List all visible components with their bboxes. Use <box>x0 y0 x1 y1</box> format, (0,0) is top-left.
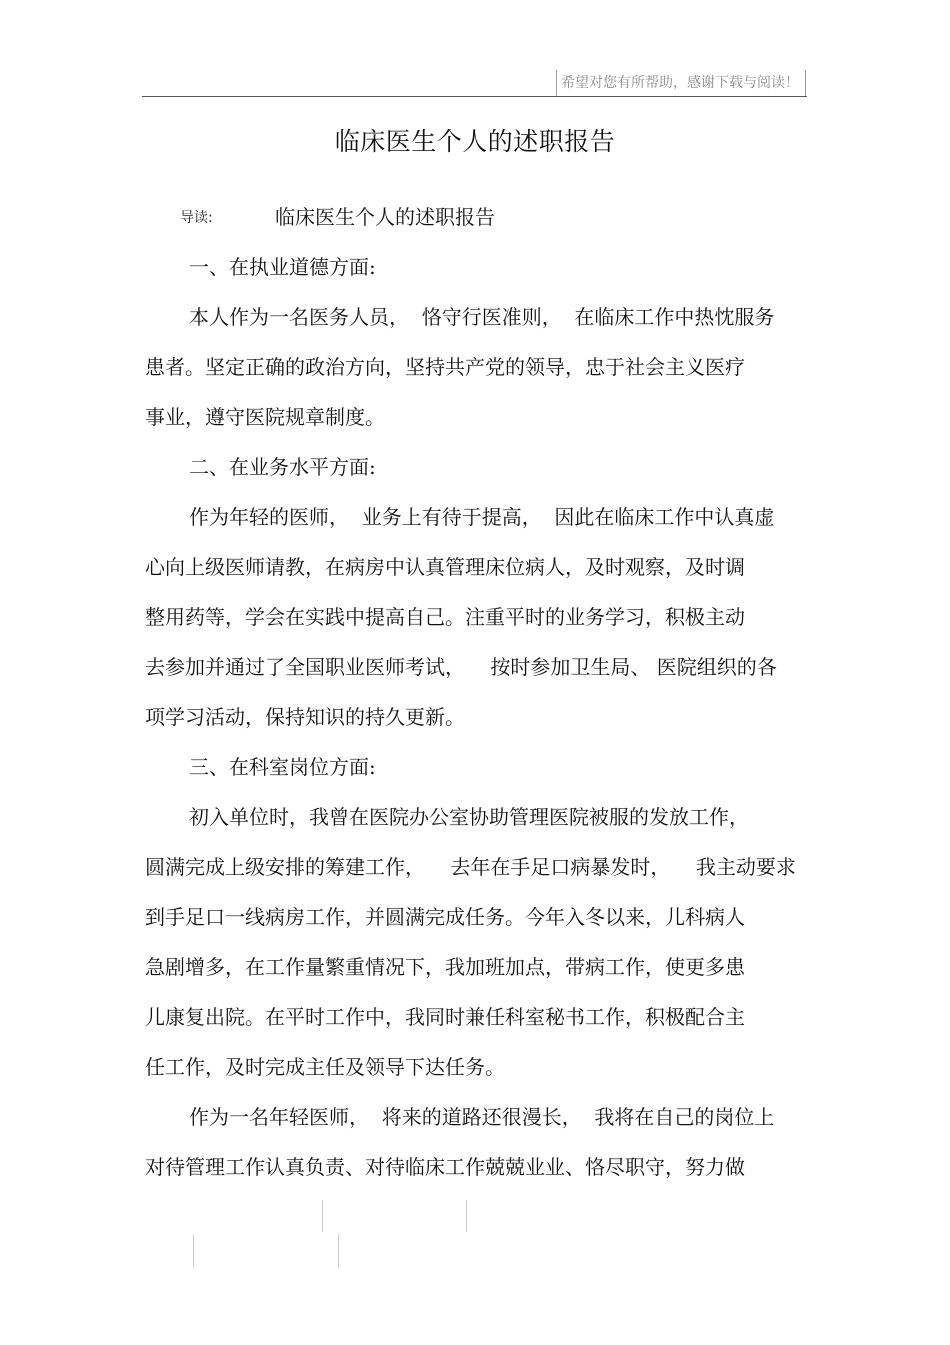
paragraph-line: 儿康复出院。在平时工作中，我同时兼任科室秘书工作，积极配合主 <box>145 1005 745 1029</box>
paragraph-line: 心向上级医师请教，在病房中认真管理床位病人，及时观察，及时调 <box>145 555 745 579</box>
paragraph-line: 本人作为一名医务人员， 恪守行医准则， 在临床工作中热忱服务 <box>189 305 775 329</box>
paragraph-line: 作为一名年轻医师， 将来的道路还很漫长， 我将在自己的岗位上 <box>189 1105 775 1129</box>
page-title: 临床医生个人的述职报告 <box>334 127 616 156</box>
scan-artifact-line <box>466 1200 467 1232</box>
paragraph-line: 到手足口一线病房工作，并圆满完成任务。今年入冬以来，儿科病人 <box>145 905 745 929</box>
scan-artifact-line <box>322 1200 323 1232</box>
paragraph-line: 急剧增多，在工作量繁重情况下，我加班加点，带病工作，使更多患 <box>145 955 745 979</box>
section-heading-post: 三、在科室岗位方面: <box>189 755 376 779</box>
paragraph-line: 任工作，及时完成主任及领导下达任务。 <box>145 1055 505 1079</box>
lead-label: 导读: <box>180 210 213 226</box>
header-note-text: 希望对您有所帮助，感谢下载与阅读！ <box>561 75 799 91</box>
paragraph-line: 去参加并通过了全国职业医师考试， 按时参加卫生局、 医院组织的各 <box>145 655 777 679</box>
section-heading-skills: 二、在业务水平方面: <box>189 455 376 479</box>
header-divider <box>142 96 807 97</box>
paragraph-line: 项学习活动，保持知识的持久更新。 <box>145 705 465 729</box>
paragraph-line: 整用药等，学会在实践中提高自己。注重平时的业务学习，积极主动 <box>145 605 745 629</box>
paragraph-line: 对待管理工作认真负责、对待临床工作兢兢业业、恪尽职守，努力做 <box>145 1155 745 1179</box>
section-heading-ethics: 一、在执业道德方面: <box>189 255 376 279</box>
paragraph-line: 圆满完成上级安排的筹建工作， 去年在手足口病暴发时， 我主动要求 <box>145 855 796 879</box>
lead-text: 临床医生个人的述职报告 <box>275 205 495 229</box>
paragraph-line: 事业，遵守医院规章制度。 <box>145 405 385 429</box>
paragraph-line: 初入单位时，我曾在医院办公室协助管理医院被服的发放工作， <box>189 805 749 829</box>
scan-artifact-line <box>338 1234 339 1268</box>
header-note <box>556 70 806 96</box>
paragraph-line: 患者。坚定正确的政治方向，坚持共产党的领导，忠于社会主义医疗 <box>145 355 745 379</box>
scan-artifact-line <box>193 1234 194 1268</box>
paragraph-line: 作为年轻的医师， 业务上有待于提高， 因此在临床工作中认真虚 <box>189 505 775 529</box>
